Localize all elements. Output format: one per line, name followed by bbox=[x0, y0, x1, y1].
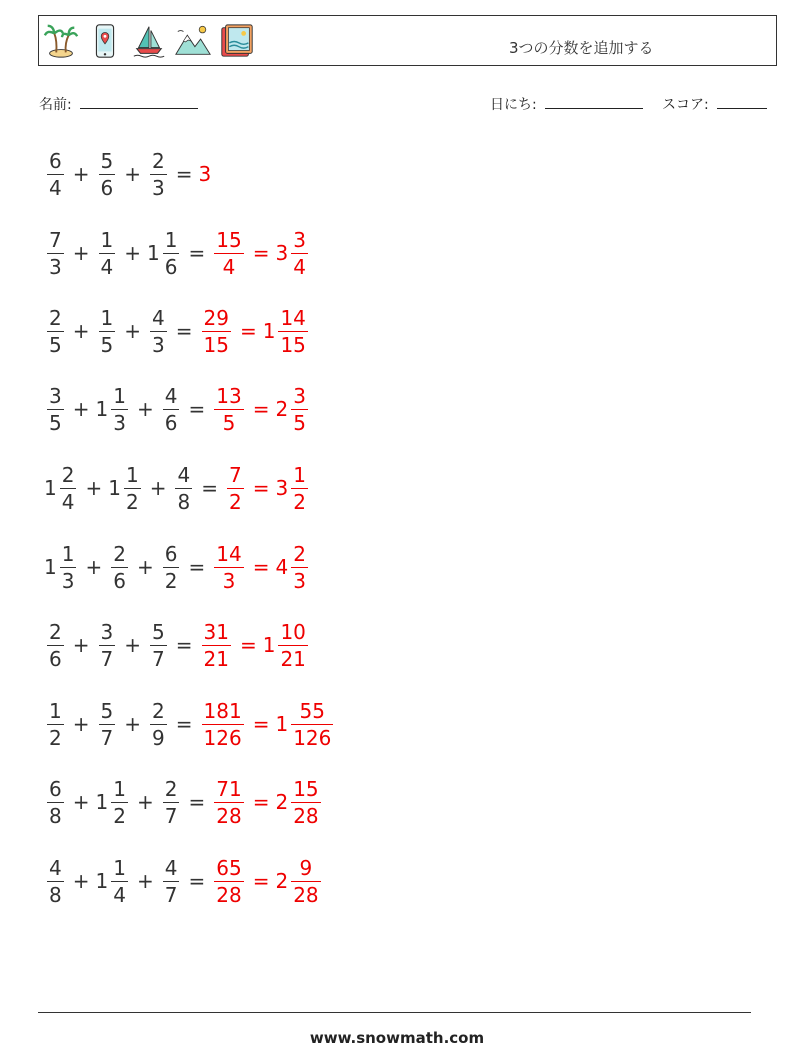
problem-row bbox=[44, 617, 311, 673]
equals-sign: = bbox=[201, 476, 218, 500]
plus-sign: + bbox=[72, 241, 90, 265]
denominator: 126 bbox=[203, 725, 242, 750]
denominator: 3 bbox=[49, 254, 62, 279]
fraction bbox=[99, 619, 116, 671]
plus-sign: + bbox=[72, 162, 90, 186]
plus-sign: + bbox=[85, 555, 103, 579]
fraction bbox=[47, 855, 64, 907]
answer-equals-sign: = bbox=[252, 555, 270, 579]
answer-equals-sign: = bbox=[252, 790, 270, 814]
fraction-term bbox=[44, 148, 67, 200]
fraction-term bbox=[96, 227, 119, 279]
problem-row bbox=[44, 303, 311, 359]
whole-part: 1 bbox=[262, 633, 276, 657]
fraction bbox=[278, 305, 307, 357]
numerator: 1 bbox=[125, 462, 139, 487]
plus-sign: + bbox=[136, 397, 154, 421]
fraction bbox=[99, 227, 116, 279]
answer bbox=[211, 383, 311, 435]
fraction-term bbox=[44, 227, 67, 279]
fraction-term bbox=[199, 162, 212, 186]
fraction-term bbox=[44, 698, 67, 750]
whole-part: 1 bbox=[147, 241, 160, 265]
denominator: 6 bbox=[49, 646, 62, 671]
fraction-term bbox=[262, 619, 311, 671]
numerator: 2 bbox=[152, 148, 165, 173]
plus-sign: + bbox=[124, 162, 141, 186]
numerator: 7 bbox=[49, 227, 62, 252]
denominator: 2 bbox=[113, 803, 126, 828]
fraction-term bbox=[147, 227, 182, 279]
plus-sign: + bbox=[72, 790, 90, 814]
fraction-term bbox=[95, 383, 131, 435]
fraction bbox=[291, 776, 320, 828]
fraction-term bbox=[44, 383, 67, 435]
fraction-term bbox=[211, 383, 246, 435]
numerator: 181 bbox=[203, 698, 242, 723]
denominator: 4 bbox=[293, 254, 306, 279]
denominator: 28 bbox=[216, 882, 242, 907]
denominator: 7 bbox=[164, 803, 178, 828]
sailboat-icon bbox=[130, 21, 168, 61]
fraction-term bbox=[44, 776, 67, 828]
plus-sign: + bbox=[124, 633, 141, 657]
numerator: 5 bbox=[152, 619, 165, 644]
numerator: 2 bbox=[113, 541, 126, 566]
whole-part: 2 bbox=[275, 397, 289, 421]
fraction-term bbox=[275, 541, 310, 593]
numerator: 15 bbox=[216, 227, 242, 252]
fraction bbox=[227, 462, 244, 514]
fraction-term bbox=[96, 148, 119, 200]
whole-part: 1 bbox=[44, 476, 57, 500]
denominator: 8 bbox=[49, 803, 62, 828]
equals-sign: = bbox=[188, 790, 206, 814]
fraction bbox=[163, 541, 180, 593]
numerator: 1 bbox=[113, 855, 126, 880]
answer bbox=[211, 776, 323, 828]
numerator: 2 bbox=[49, 305, 62, 330]
fraction-term bbox=[147, 148, 170, 200]
numerator: 31 bbox=[203, 619, 229, 644]
numerator: 29 bbox=[203, 305, 229, 330]
fraction bbox=[47, 698, 64, 750]
numerator: 5 bbox=[100, 148, 114, 173]
fraction-term bbox=[160, 383, 183, 435]
fraction bbox=[202, 619, 231, 671]
numerator: 65 bbox=[216, 855, 242, 880]
fraction bbox=[214, 383, 243, 435]
fraction-term bbox=[95, 776, 131, 828]
numerator: 4 bbox=[164, 855, 178, 880]
name-field bbox=[39, 94, 198, 114]
denominator: 2 bbox=[125, 489, 139, 514]
fraction bbox=[124, 462, 141, 514]
fraction-term bbox=[211, 227, 246, 279]
score-label: スコア: bbox=[662, 97, 709, 113]
fraction-term bbox=[199, 619, 234, 671]
fraction-term bbox=[95, 855, 131, 907]
fraction-term bbox=[275, 227, 310, 279]
answer-equals-sign: = bbox=[252, 476, 270, 500]
numerator: 1 bbox=[100, 227, 114, 252]
answer bbox=[211, 227, 311, 279]
numerator: 4 bbox=[152, 305, 165, 330]
fraction bbox=[175, 462, 192, 514]
answer bbox=[211, 541, 311, 593]
equals-sign: = bbox=[188, 555, 206, 579]
whole-part: 1 bbox=[95, 790, 109, 814]
fraction-term bbox=[262, 305, 311, 357]
plus-sign: + bbox=[72, 319, 90, 343]
photo-frame-icon bbox=[218, 21, 256, 61]
fraction-term bbox=[211, 541, 246, 593]
plus-sign: + bbox=[124, 241, 141, 265]
fraction bbox=[214, 541, 243, 593]
plus-sign: + bbox=[124, 712, 141, 736]
whole-part: 4 bbox=[275, 555, 289, 579]
footer-divider bbox=[38, 1012, 751, 1013]
fraction bbox=[111, 855, 128, 907]
numerator: 9 bbox=[299, 855, 313, 880]
fraction bbox=[163, 383, 180, 435]
denominator: 5 bbox=[49, 332, 62, 357]
numerator: 3 bbox=[293, 383, 306, 408]
denominator: 2 bbox=[164, 568, 178, 593]
denominator: 5 bbox=[293, 410, 306, 435]
fraction bbox=[47, 619, 64, 671]
whole-part: 1 bbox=[262, 319, 276, 343]
plus-sign: + bbox=[72, 869, 90, 893]
fraction-term bbox=[44, 305, 67, 357]
whole-part: 1 bbox=[95, 869, 109, 893]
denominator: 5 bbox=[49, 410, 62, 435]
denominator: 3 bbox=[61, 568, 75, 593]
whole-part: 2 bbox=[275, 790, 289, 814]
denominator: 15 bbox=[280, 332, 306, 357]
numerator: 6 bbox=[49, 148, 62, 173]
numerator: 2 bbox=[49, 619, 62, 644]
plus-sign: + bbox=[72, 633, 90, 657]
plus-sign: + bbox=[136, 555, 154, 579]
answer-equals-sign: = bbox=[252, 712, 270, 736]
problem-row bbox=[44, 146, 211, 202]
denominator: 6 bbox=[100, 175, 114, 200]
denominator: 3 bbox=[152, 175, 165, 200]
whole-part: 1 bbox=[95, 397, 109, 421]
fraction bbox=[291, 227, 308, 279]
fraction-term bbox=[275, 698, 336, 750]
numerator: 2 bbox=[61, 462, 75, 487]
numerator: 3 bbox=[100, 619, 114, 644]
whole-part: 1 bbox=[44, 555, 57, 579]
equals-sign: = bbox=[188, 869, 206, 893]
plus-sign: + bbox=[85, 476, 103, 500]
numerator: 2 bbox=[293, 541, 306, 566]
denominator: 8 bbox=[177, 489, 191, 514]
fraction-term bbox=[44, 619, 67, 671]
answer-equals-sign: = bbox=[239, 319, 257, 343]
numerator: 6 bbox=[49, 776, 62, 801]
denominator: 28 bbox=[293, 803, 319, 828]
denominator: 9 bbox=[152, 725, 165, 750]
denominator: 4 bbox=[49, 175, 62, 200]
denominator: 21 bbox=[280, 646, 306, 671]
denominator: 126 bbox=[293, 725, 332, 750]
denominator: 3 bbox=[152, 332, 165, 357]
numerator: 1 bbox=[113, 776, 126, 801]
denominator: 15 bbox=[203, 332, 229, 357]
problem-row bbox=[44, 225, 311, 281]
fraction bbox=[150, 698, 167, 750]
fraction-term bbox=[160, 776, 183, 828]
fraction-term bbox=[172, 462, 195, 514]
fraction-term bbox=[199, 698, 247, 750]
fraction-term bbox=[108, 462, 143, 514]
equals-sign: = bbox=[175, 633, 193, 657]
answer bbox=[199, 619, 311, 671]
denominator: 7 bbox=[100, 725, 114, 750]
denominator: 5 bbox=[214, 409, 243, 433]
fraction-term bbox=[160, 855, 183, 907]
fraction bbox=[291, 383, 308, 435]
numerator: 15 bbox=[293, 776, 319, 801]
fraction bbox=[47, 776, 64, 828]
fraction-term bbox=[44, 541, 79, 593]
fraction bbox=[291, 855, 320, 907]
fraction bbox=[47, 148, 64, 200]
answer-equals-sign: = bbox=[239, 633, 257, 657]
fraction-term bbox=[96, 619, 119, 671]
problem-row bbox=[44, 381, 311, 437]
denominator: 3 bbox=[293, 568, 306, 593]
numerator: 10 bbox=[280, 619, 306, 644]
problem-row bbox=[44, 696, 336, 752]
fraction bbox=[60, 541, 77, 593]
plus-sign: + bbox=[136, 790, 154, 814]
answer-equals-sign: = bbox=[252, 241, 270, 265]
fraction-term bbox=[44, 462, 79, 514]
fraction-term bbox=[275, 776, 323, 828]
problem-row bbox=[44, 539, 311, 595]
numerator: 1 bbox=[113, 383, 126, 408]
fraction-term bbox=[147, 619, 170, 671]
equals-sign: = bbox=[175, 162, 193, 186]
fraction-term bbox=[108, 541, 131, 593]
fraction bbox=[163, 227, 180, 279]
plus-sign: + bbox=[72, 712, 90, 736]
fraction bbox=[291, 698, 333, 750]
numerator: 1 bbox=[293, 462, 306, 487]
denominator: 2 bbox=[228, 489, 242, 514]
denominator: 7 bbox=[164, 882, 178, 907]
denominator: 28 bbox=[216, 803, 242, 828]
whole-part: 3 bbox=[275, 476, 289, 500]
footer-site: www.snowmath.com bbox=[309, 1029, 485, 1047]
equals-sign: = bbox=[188, 241, 206, 265]
denominator: 8 bbox=[49, 882, 62, 907]
fraction-term bbox=[275, 855, 323, 907]
denominator: 6 bbox=[164, 254, 178, 279]
denominator: 3 bbox=[214, 567, 243, 591]
answer-equals-sign: = bbox=[252, 869, 270, 893]
answer bbox=[199, 698, 337, 750]
denominator: 3 bbox=[113, 410, 126, 435]
denominator: 6 bbox=[164, 410, 178, 435]
equals-sign: = bbox=[175, 319, 193, 343]
fraction bbox=[111, 776, 128, 828]
numerator: 3 bbox=[293, 227, 306, 252]
header-icons bbox=[42, 20, 256, 62]
name-blank[interactable] bbox=[80, 94, 198, 109]
fraction bbox=[163, 855, 180, 907]
date-label: 日にち: bbox=[490, 97, 537, 113]
denominator: 2 bbox=[293, 489, 306, 514]
problem-row bbox=[44, 774, 324, 830]
numerator: 7 bbox=[228, 462, 242, 487]
fraction bbox=[150, 619, 167, 671]
numerator: 4 bbox=[49, 855, 62, 880]
numerator: 2 bbox=[152, 698, 165, 723]
fraction bbox=[291, 462, 308, 514]
fraction bbox=[291, 541, 308, 593]
answer-equals-sign: = bbox=[252, 397, 270, 421]
fraction bbox=[111, 383, 128, 435]
answer bbox=[211, 855, 323, 907]
fraction bbox=[214, 776, 243, 828]
date-field bbox=[490, 94, 643, 114]
numerator: 14 bbox=[280, 305, 306, 330]
fraction bbox=[150, 148, 167, 200]
denominator: 5 bbox=[100, 332, 114, 357]
fraction bbox=[47, 305, 64, 357]
numerator: 1 bbox=[61, 541, 75, 566]
denominator: 7 bbox=[152, 646, 165, 671]
denominator: 4 bbox=[214, 253, 243, 277]
fraction bbox=[214, 227, 243, 279]
score-field bbox=[662, 94, 767, 114]
problem-row bbox=[44, 460, 311, 516]
whole-part: 2 bbox=[275, 869, 289, 893]
fraction bbox=[278, 619, 307, 671]
fraction-term bbox=[147, 698, 170, 750]
plus-sign: + bbox=[136, 869, 154, 893]
plus-sign: + bbox=[124, 319, 141, 343]
whole-part: 3 bbox=[275, 241, 289, 265]
phone-location-icon bbox=[86, 21, 124, 61]
equals-sign: = bbox=[188, 397, 206, 421]
date-blank[interactable] bbox=[545, 94, 643, 109]
fraction bbox=[47, 383, 64, 435]
numerator: 5 bbox=[100, 698, 114, 723]
fraction-term bbox=[275, 383, 310, 435]
fraction-term bbox=[275, 462, 310, 514]
fraction bbox=[150, 305, 167, 357]
numerator: 71 bbox=[216, 776, 242, 801]
answer bbox=[224, 462, 311, 514]
fraction bbox=[99, 305, 116, 357]
fraction bbox=[214, 855, 243, 907]
palm-island-icon bbox=[42, 21, 80, 61]
denominator: 21 bbox=[203, 646, 229, 671]
answer bbox=[199, 162, 212, 186]
numerator: 55 bbox=[299, 698, 325, 723]
fraction-term bbox=[160, 541, 183, 593]
fraction bbox=[99, 148, 116, 200]
whole-part: 1 bbox=[108, 476, 121, 500]
plus-sign: + bbox=[149, 476, 167, 500]
mountains-icon bbox=[174, 21, 212, 61]
fraction-term bbox=[96, 698, 119, 750]
name-label: 名前: bbox=[39, 97, 72, 113]
numerator: 6 bbox=[164, 541, 178, 566]
denominator: 7 bbox=[100, 646, 114, 671]
fraction bbox=[47, 227, 64, 279]
numerator: 4 bbox=[177, 462, 191, 487]
worksheet-header bbox=[38, 15, 777, 66]
denominator: 4 bbox=[113, 882, 126, 907]
whole-part: 1 bbox=[275, 712, 289, 736]
problem-row bbox=[44, 853, 324, 909]
worksheet-title: 3つの分数を追加する bbox=[509, 39, 654, 57]
numerator: 1 bbox=[49, 698, 62, 723]
numerator: 1 bbox=[100, 305, 114, 330]
fraction bbox=[163, 776, 180, 828]
numerator: 13 bbox=[216, 383, 242, 408]
fraction-term bbox=[224, 462, 247, 514]
fraction-term bbox=[44, 855, 67, 907]
fraction bbox=[202, 698, 244, 750]
denominator: 4 bbox=[100, 254, 114, 279]
numerator: 14 bbox=[216, 541, 242, 566]
plus-sign: + bbox=[72, 397, 90, 421]
denominator: 4 bbox=[61, 489, 75, 514]
numerator: 1 bbox=[164, 227, 178, 252]
fraction-term bbox=[211, 776, 246, 828]
denominator: 2 bbox=[49, 725, 62, 750]
fraction bbox=[60, 462, 77, 514]
fraction-term bbox=[96, 305, 119, 357]
denominator: 28 bbox=[293, 882, 319, 907]
fraction-term bbox=[199, 305, 234, 357]
fraction bbox=[202, 305, 231, 357]
fraction-term bbox=[147, 305, 170, 357]
numerator: 4 bbox=[164, 383, 178, 408]
fraction bbox=[111, 541, 128, 593]
numerator: 2 bbox=[164, 776, 178, 801]
answer bbox=[199, 305, 311, 357]
score-blank[interactable] bbox=[717, 94, 767, 109]
whole-part: 3 bbox=[198, 162, 212, 186]
fraction-term bbox=[211, 855, 246, 907]
denominator: 6 bbox=[113, 568, 126, 593]
numerator: 3 bbox=[49, 383, 62, 408]
equals-sign: = bbox=[175, 712, 193, 736]
fraction bbox=[99, 698, 116, 750]
